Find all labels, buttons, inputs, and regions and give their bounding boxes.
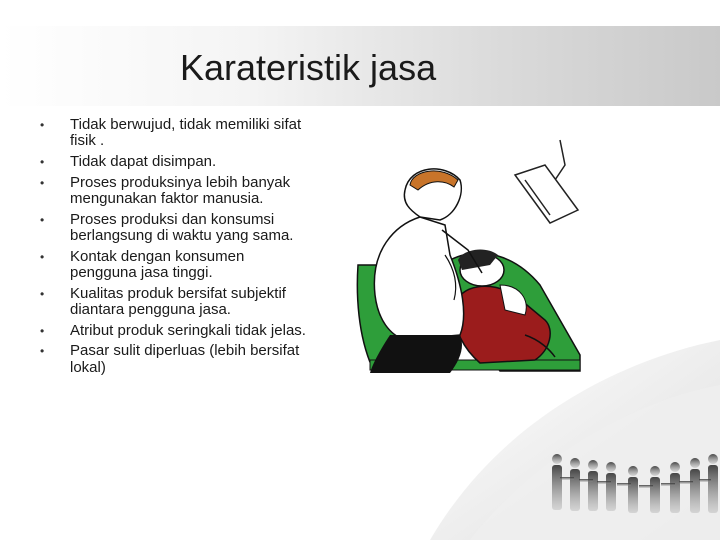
bullet-item (40, 343, 310, 376)
bullet-text: Kontak dengan konsumen pengguna jasa tinggi. (70, 247, 245, 281)
bullet-item (40, 212, 310, 245)
bullet-text: Tidak dapat disimpan. (70, 153, 217, 170)
bullet-marker: • (40, 118, 45, 132)
bullet-text: Proses produksi dan konsumsi berlangsung di waktu yang sama. (70, 210, 294, 244)
bullet-item (40, 154, 310, 170)
bullet-text: Pasar sulit diperluas (lebih bersifat lokal) (70, 342, 300, 376)
bullet-text: Tidak berwujud, tidak memiliki sifat fisik . (70, 116, 302, 150)
dentist-patient-illustration (350, 135, 585, 375)
bullet-item (40, 323, 310, 339)
slide-title: Karateristik jasa (180, 47, 437, 88)
bullet-list (40, 117, 310, 380)
bullet-item (40, 175, 310, 208)
bullet-text: Atribut produk seringkali tidak jelas. (70, 321, 306, 339)
people-silhouettes-image (545, 445, 720, 540)
bullet-marker: • (40, 323, 45, 338)
bullet-item (40, 286, 310, 319)
bullet-marker: • (40, 286, 45, 301)
bullet-marker: • (40, 212, 45, 227)
bullet-marker: • (40, 175, 45, 190)
bullet-item (40, 117, 310, 150)
bullet-marker: • (40, 344, 45, 359)
bullet-text: Kualitas produk bersifat subjektif diantara pengguna jasa. (70, 284, 286, 318)
bullet-marker: • (40, 249, 45, 264)
bullet-text: Proses produksinya lebih banyak mengunakan faktor manusia. (70, 173, 291, 207)
bullet-marker: • (40, 155, 45, 169)
dental-lamp (515, 140, 578, 223)
bullet-item (40, 249, 310, 282)
